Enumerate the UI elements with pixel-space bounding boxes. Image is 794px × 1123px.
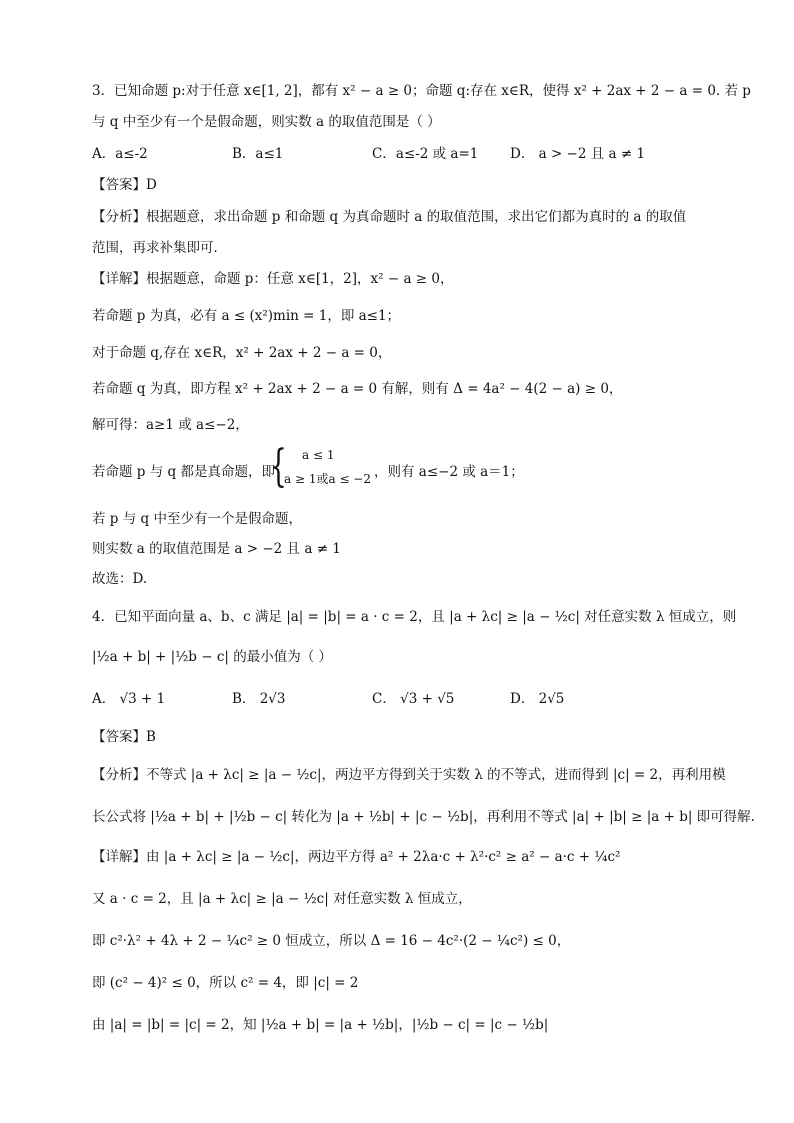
q4-analysis-line-2: 长公式将 |½a + b| + |½b − c| 转化为 |a + ½b| + |c − ½b|，再利用不等式 |a| + |b| ≥ |a + b| 即可得解. <box>92 809 755 825</box>
q3-option-d: D． a > −2 且 a ≠ 1 <box>510 146 646 162</box>
q3-stem-line-1: 3．已知命题 p:对于任意 x∈[1, 2]，都有 x² − a ≥ 0；命题 q:存在 x∈R，使得 x² + 2ax + 2 − a = 0. 若 p <box>92 83 751 99</box>
detail-tag: 【详解】 <box>92 271 146 287</box>
q3-detail-line-1 <box>92 268 702 290</box>
system-row-2: a ≥ 1或a ≤ −2 <box>284 472 372 486</box>
q3-option-b: B．a≤1 <box>232 146 284 162</box>
q4-detail-line-2: 又 a · c = 2，且 |a + λc| ≥ |a − ½c| 对任意实数 λ 恒成立， <box>92 891 472 907</box>
q3-analysis-line-2: 范围，再求补集即可． <box>92 240 227 256</box>
q3-analysis-line-1 <box>92 206 702 228</box>
q4-option-a: A． √3 + 1 <box>92 691 166 707</box>
detail-text: 根据题意，命题 p：任意 x∈[1，2]，x² − a ≥ 0， <box>146 271 454 287</box>
q3-stem-line-2: 与 q 中至少有一个是假命题，则实数 a 的取值范围是（ ） <box>92 114 441 130</box>
q3-detail-line-9: 故选：D. <box>92 571 148 587</box>
q4-analysis-line-1 <box>92 764 726 786</box>
analysis-text: 根据题意，求出命题 p 和命题 q 为真命题时 a 的取值范围，求出它们都为真时的 a 的取值 <box>146 209 687 225</box>
q3-detail-line-7: 若 p 与 q 中至少有一个是假命题， <box>92 511 302 527</box>
q3-option-c: C．a≤-2 或 a=1 <box>372 146 479 162</box>
q3-detail-line-4: 若命题 q 为真，即方程 x² + 2ax + 2 − a = 0 有解，则有 Δ = 4a² − 4(2 − a) ≥ 0， <box>92 381 623 397</box>
q3-detail-line-8: 则实数 a 的取值范围是 a > −2 且 a ≠ 1 <box>92 541 341 557</box>
answer-value: D <box>146 177 157 193</box>
q4-answer <box>92 726 702 748</box>
answer-value: B <box>146 729 156 745</box>
q4-stem-line-2: |½a + b| + |½b − c| 的最小值为（ ） <box>92 649 333 665</box>
detail-text: 由 |a + λc| ≥ |a − ½c|，两边平方得 a² + 2λa·c + λ²·c² ≥ a² − a·c + ¼c² <box>146 849 621 865</box>
q4-option-b: B． 2√3 <box>232 691 286 707</box>
q4-detail-line-3: 即 c²·λ² + 4λ + 2 − ¼c² ≥ 0 恒成立，所以 Δ = 16 − 4c²·(2 − ¼c²) ≤ 0， <box>92 933 571 949</box>
system-prefix: 若命题 p 与 q 都是真命题，即 <box>92 464 275 480</box>
analysis-tag: 【分析】 <box>92 209 146 225</box>
system-row-1: a ≤ 1 <box>302 448 335 462</box>
answer-tag: 【答案】 <box>92 729 146 745</box>
q4-option-c: C． √3 + √5 <box>372 691 455 707</box>
left-brace: { <box>270 441 287 492</box>
system-suffix: ，则有 a≤−2 或 a＝1； <box>374 464 524 480</box>
q3-detail-line-5: 解可得：a≥1 或 a≤−2， <box>92 417 249 433</box>
q4-options <box>92 688 712 710</box>
q3-answer <box>92 174 702 196</box>
answer-tag: 【答案】 <box>92 177 146 193</box>
q3-options <box>92 143 712 165</box>
q4-detail-line-1 <box>92 846 702 868</box>
q4-stem-line-1: 4．已知平面向量 a、b、c 满足 |a| = |b| = a · c = 2，且 |a + λc| ≥ |a − ½c| 对任意实数 λ 恒成立，则 <box>92 609 737 625</box>
q3-detail-line-3: 对于命题 q,存在 x∈R，x² + 2ax + 2 − a = 0， <box>92 345 392 361</box>
analysis-text: 不等式 |a + λc| ≥ |a − ½c|，两边平方得到关于实数 λ 的不等式，进而得到 |c| = 2，再利用模 <box>146 767 726 783</box>
q4-detail-line-5: 由 |a| = |b| = |c| = 2，知 |½a + b| = |a + ½b|，|½b − c| = |c − ½b| <box>92 1017 549 1033</box>
q4-detail-line-4: 即 (c² − 4)² ≤ 0，所以 c² = 4，即 |c| = 2 <box>92 975 359 991</box>
analysis-tag: 【分析】 <box>92 767 146 783</box>
q3-detail-line-2: 若命题 p 为真，必有 a ≤ (x²)min = 1，即 a≤1； <box>92 308 401 324</box>
q4-option-d: D． 2√5 <box>510 691 565 707</box>
q3-option-a: A．a≤-2 <box>92 146 148 162</box>
detail-tag: 【详解】 <box>92 849 146 865</box>
